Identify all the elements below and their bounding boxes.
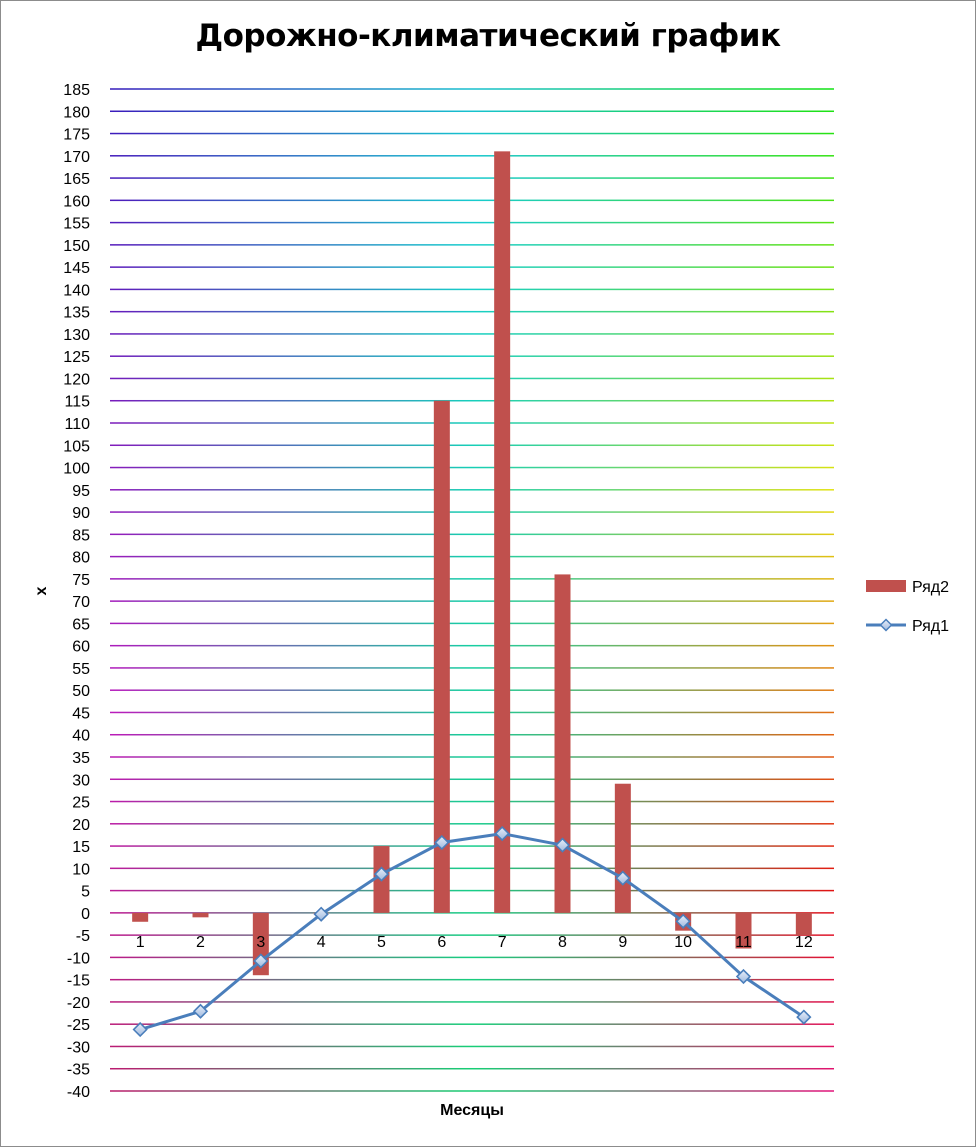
gridline: [110, 489, 834, 491]
y-tick-label: 60: [72, 638, 90, 656]
y-tick-label: 155: [63, 215, 90, 233]
gridline: [110, 1001, 834, 1003]
legend-label: Ряд1: [912, 618, 950, 635]
gridline: [110, 689, 834, 691]
y-tick-label: 5: [81, 883, 90, 901]
gridline: [110, 445, 834, 447]
gridline: [110, 845, 834, 847]
gridline: [110, 88, 834, 90]
y-tick-label: 185: [63, 82, 90, 99]
x-axis-title: Месяцы: [440, 1102, 504, 1119]
gridline: [110, 422, 834, 424]
y-tick-label: 130: [63, 326, 90, 344]
gridline: [110, 333, 834, 335]
y-tick-label: 65: [72, 616, 90, 634]
x-tick-label: 1: [135, 933, 145, 951]
series-bars: [132, 151, 812, 975]
y-tick-label: 0: [81, 905, 90, 923]
y-tick-label: -15: [66, 972, 90, 990]
line-Ряд1: [140, 834, 804, 1030]
y-tick-label: 30: [72, 772, 90, 790]
y-tick-label: 20: [72, 816, 90, 834]
y-tick-label: 125: [63, 349, 90, 367]
x-tick-label: 11: [735, 933, 752, 951]
x-tick-label: 5: [377, 933, 386, 951]
x-tick-label: 7: [497, 933, 507, 951]
gridline: [110, 823, 834, 825]
y-tick-label: -5: [75, 928, 90, 946]
y-tick-label: 145: [63, 260, 90, 278]
x-tick-label: 9: [618, 933, 628, 951]
y-tick-label: 140: [63, 282, 90, 300]
gridline: [110, 244, 834, 246]
gridline: [110, 623, 834, 625]
y-tick-label: 150: [63, 237, 90, 255]
bar-Ряд2-9: [615, 784, 631, 913]
bar-Ряд2-12: [796, 913, 812, 935]
gridline: [110, 979, 834, 981]
gridline: [110, 868, 834, 870]
y-tick-label: 160: [63, 193, 90, 211]
gridline: [110, 534, 834, 536]
y-tick-label: 85: [72, 527, 90, 545]
gridline: [110, 912, 834, 914]
y-tick-label: 170: [63, 148, 90, 166]
bar-Ряд2-7: [494, 151, 510, 913]
gridline: [110, 779, 834, 781]
gridline: [110, 266, 834, 268]
y-tick-label: 180: [63, 104, 90, 122]
y-tick-label: -10: [66, 950, 90, 968]
y-tick-label: 135: [63, 304, 90, 322]
gridline: [110, 645, 834, 647]
bar-Ряд2-1: [132, 913, 148, 922]
x-tick-label: 12: [794, 933, 813, 951]
bar-Ряд2-2: [193, 913, 209, 917]
y-tick-label: 165: [63, 171, 90, 189]
gridline: [110, 890, 834, 892]
gridline: [110, 734, 834, 736]
y-tick-label: -25: [66, 1017, 90, 1035]
gridline: [110, 667, 834, 669]
gridline: [110, 600, 834, 602]
gridline: [110, 311, 834, 313]
y-tick-label: -30: [66, 1039, 90, 1057]
y-tick-label: 45: [72, 705, 90, 723]
x-tick-label: 6: [437, 933, 447, 951]
x-tick-label: 8: [558, 933, 567, 951]
gridline: [110, 222, 834, 224]
gridlines: [110, 88, 834, 1092]
x-tick-label: 3: [256, 933, 266, 951]
gridline: [110, 756, 834, 758]
gridline: [110, 556, 834, 558]
x-tick-label: 4: [316, 933, 326, 951]
gridline: [110, 957, 834, 959]
y-tick-label: 70: [72, 594, 90, 612]
gridline: [110, 155, 834, 157]
gridline: [110, 1090, 834, 1092]
y-tick-label: 15: [72, 839, 90, 857]
y-tick-label: -35: [66, 1061, 90, 1079]
legend-bar-swatch: [866, 580, 906, 592]
gridline: [110, 111, 834, 113]
gridline: [110, 801, 834, 803]
y-tick-label: 10: [72, 861, 90, 879]
y-tick-label: 110: [64, 416, 90, 433]
marker-Ряд1-1: [134, 1023, 147, 1036]
gridline: [110, 1068, 834, 1070]
gridline: [110, 133, 834, 135]
y-tick-label: 35: [72, 750, 90, 767]
series-line: [134, 827, 811, 1036]
gridline: [110, 1046, 834, 1048]
gridline: [110, 511, 834, 512]
gridline: [110, 200, 834, 202]
x-tick-label: 10: [674, 933, 693, 951]
y-tick-label: 25: [72, 794, 90, 812]
gridline: [110, 355, 834, 357]
gridline: [110, 1023, 834, 1024]
y-axis-ticks: [63, 82, 90, 1101]
y-tick-label: -20: [66, 994, 90, 1012]
gridline: [110, 289, 834, 291]
y-tick-label: 55: [72, 660, 90, 678]
y-tick-label: -40: [66, 1084, 90, 1101]
gridline: [110, 378, 834, 380]
y-tick-label: 75: [72, 571, 90, 589]
gridline: [110, 712, 834, 714]
chart-title: Дорожно-климатический график: [195, 18, 781, 54]
legend: [866, 579, 949, 635]
bar-Ряд2-8: [555, 574, 571, 912]
legend-marker-icon: [881, 620, 892, 631]
y-tick-label: 40: [72, 727, 90, 745]
y-tick-label: 115: [64, 393, 90, 411]
gridline: [110, 400, 834, 402]
y-tick-label: 80: [72, 549, 90, 567]
y-tick-label: 50: [72, 683, 90, 701]
y-tick-label: 175: [63, 126, 90, 144]
y-tick-label: 90: [72, 505, 90, 523]
y-axis-title: x: [33, 586, 50, 596]
gridline: [110, 467, 834, 469]
y-tick-label: 100: [63, 460, 90, 478]
gridline: [110, 934, 834, 936]
y-tick-label: 120: [63, 371, 90, 389]
x-tick-label: 2: [196, 933, 205, 951]
gridline: [110, 177, 834, 179]
y-tick-label: 105: [63, 438, 90, 456]
gridline: [110, 578, 834, 580]
legend-label: Ряд2: [912, 579, 950, 596]
y-tick-label: 95: [72, 482, 90, 500]
